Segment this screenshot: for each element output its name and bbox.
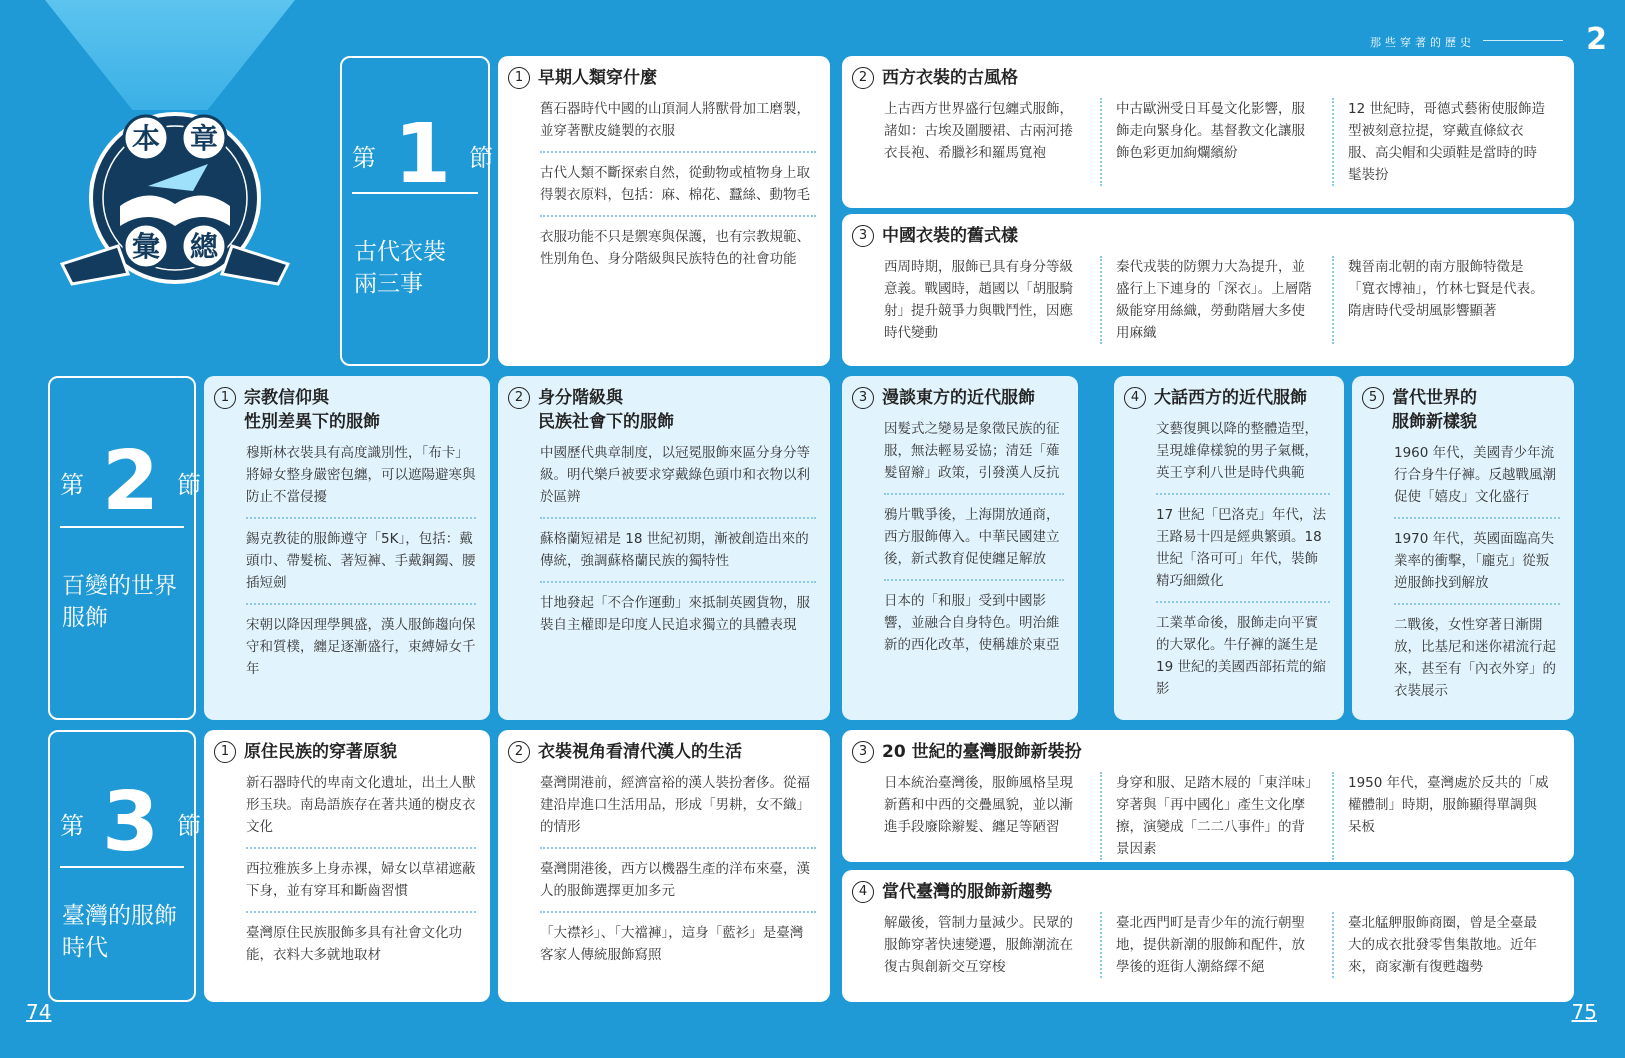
card-number: 1 <box>508 67 530 89</box>
dotted-separator <box>1394 603 1560 605</box>
card-paragraph: 臺灣開港前，經濟富裕的漢人裝扮奢侈。從福建沿岸進口生活用品，形成「男耕，女不織」的情形 <box>540 775 810 835</box>
section-jie: 節 <box>177 470 202 499</box>
dotted-separator <box>1156 601 1330 603</box>
card-paragraph: 臺灣原住民族服飾多具有社會文化功能，衣料大多就地取材 <box>246 925 462 963</box>
s2-card-2 <box>498 376 830 720</box>
card-number: 5 <box>1362 387 1384 409</box>
dotted-separator <box>884 579 1064 581</box>
card-column: 上古西方世界盛行包纏式服飾，諸如：古埃及圍腰裙、古兩河捲衣長袍、希臘衫和羅馬寬袍 <box>884 101 1073 161</box>
card-column: 中古歐洲受日耳曼文化影響，服飾走向緊身化。基督教文化讓服飾色彩更加絢爛繽紛 <box>1100 98 1332 186</box>
emblem-char-3: 彙 <box>131 230 161 263</box>
dotted-separator <box>246 847 476 849</box>
card-paragraph: 鴉片戰爭後，上海開放通商，西方服飾傳入。中華民國建立後，新式教育促使纏足解放 <box>884 507 1060 567</box>
dotted-separator <box>540 151 816 153</box>
section-1-box <box>340 56 494 366</box>
card-columns <box>852 256 1564 344</box>
s1-card-1 <box>498 56 830 366</box>
section-di: 第 <box>352 143 376 172</box>
section-di: 第 <box>60 811 84 840</box>
section-2-box <box>48 376 202 720</box>
dotted-separator <box>540 911 816 913</box>
card-title: 3 中國衣裝的舊式樣 <box>852 224 1564 248</box>
card-paragraph: 舊石器時代中國的山頂洞人將獸骨加工磨製，並穿著獸皮縫製的衣服 <box>540 101 810 139</box>
s2-card-5 <box>1352 376 1574 720</box>
card-paragraph: 「大襟衫」、「大襠褲」，這身「藍衫」是臺灣客家人傳統服飾寫照 <box>540 925 804 963</box>
section-1-title: 古代衣裝 兩三事 <box>354 239 446 297</box>
card-title: 5 當代世界的 服飾新樣貌 <box>1362 386 1564 434</box>
section-3-heading <box>60 775 202 870</box>
card-paragraph: 因髮式之變易是象徵民族的征服，無法輕易妥協；清廷「薙髮留辮」政策，引發漢人反抗 <box>884 421 1060 481</box>
card-paragraph: 文藝復興以降的整體造型，呈現雄偉樣貌的男子氣概，英王亨利八世是時代典範 <box>1156 421 1318 481</box>
section-jie: 節 <box>469 143 494 172</box>
card-column: 臺北艋舺服飾商圈，曾是全臺最大的成衣批發零售集散地。近年來，商家漸有復甦趨勢 <box>1332 912 1564 978</box>
card-paragraph: 二戰後，女性穿著日漸開放，比基尼和迷你裙流行起來，甚至有「內衣外穿」的衣裝展示 <box>1394 617 1556 699</box>
section-di: 第 <box>60 470 84 499</box>
dotted-separator <box>246 911 476 913</box>
card-title: 4 當代臺灣的服飾新趨勢 <box>852 880 1564 904</box>
card-paragraph: 穆斯林衣裝具有高度識別性，「布卡」將婦女整身嚴密包纏，可以遮陽避寒與防止不當侵擾 <box>246 445 476 505</box>
page-number-right: 75 <box>1571 1000 1597 1024</box>
emblem-char-4: 總 <box>189 230 219 263</box>
card-number: 1 <box>214 387 236 409</box>
card-column: 1950 年代，臺灣處於反共的「威權體制」時期，服飾顯得單調與呆板 <box>1332 772 1564 860</box>
dotted-separator <box>540 847 816 849</box>
dotted-separator <box>246 517 476 519</box>
card-paragraph: 甘地發起「不合作運動」來抵制英國貨物，服裝自主權即是印度人民追求獨立的具體表現 <box>540 595 810 633</box>
card-number: 3 <box>852 225 874 247</box>
dotted-separator <box>246 603 476 605</box>
card-paragraph: 衣服功能不只是禦寒與保護，也有宗教規範、性別角色、身分階級與民族特色的社會功能 <box>540 229 810 267</box>
emblem-char-1: 本 <box>131 122 161 155</box>
section-number: 1 <box>394 107 452 202</box>
card-number: 4 <box>1124 387 1146 409</box>
section-number: 2 <box>102 434 160 529</box>
chapter-summary-emblem <box>58 86 292 320</box>
card-column: 日本統治臺灣後，服飾風格呈現新舊和中西的交疊風貌，並以漸進手段廢除辮髮、纏足等陋習 <box>884 775 1073 835</box>
running-header: 那些穿著的歷史 <box>1370 36 1475 49</box>
dotted-separator <box>884 493 1064 495</box>
card-title: 3 20 世紀的臺灣服飾新裝扮 <box>852 740 1564 764</box>
s3-card-1 <box>204 730 490 1002</box>
dotted-separator <box>540 517 816 519</box>
card-columns <box>852 98 1564 186</box>
card-paragraph: 新石器時代的卑南文化遺址，出土人獸形玉玦。南島語族存在著共通的樹皮衣文化 <box>246 775 476 835</box>
section-2-heading <box>60 434 202 529</box>
dotted-separator <box>1394 517 1560 519</box>
card-column: 西周時期，服飾已具有身分等級意義。戰國時，趙國以「胡服騎射」提升競爭力與戰鬥性，因應時代變動 <box>884 259 1073 341</box>
s2-card-1 <box>204 376 490 720</box>
card-title: 2 西方衣裝的古風格 <box>852 66 1564 90</box>
card-number: 2 <box>508 741 530 763</box>
card-title: 1 早期人類穿什麼 <box>508 66 820 90</box>
card-paragraph: 1970 年代，英國面臨高失業率的衝擊，「龐克」從叛逆服飾找到解放 <box>1394 531 1555 591</box>
section-3-title: 臺灣的服飾 時代 <box>62 903 177 961</box>
section-jie: 節 <box>177 811 202 840</box>
card-number: 4 <box>852 881 874 903</box>
card-number: 1 <box>214 741 236 763</box>
card-title: 1 原住民族的穿著原貌 <box>214 740 480 764</box>
card-column: 秦代戎裝的防禦力大為提升，並盛行上下連身的「深衣」。上層階級能穿用絲織，勞動階層大多使用麻織 <box>1100 256 1332 344</box>
section-1-heading <box>352 107 494 202</box>
card-paragraph: 西拉雅族多上身赤裸，婦女以草裙遮蔽下身，並有穿耳和斷齒習慣 <box>246 861 476 899</box>
card-paragraph: 中國歷代典章制度，以冠冕服飾來區分身分等級。明代樂戶被要求穿戴綠色頭巾和衣物以利於區辨 <box>540 445 810 505</box>
s2-card-3 <box>842 376 1078 720</box>
card-number: 2 <box>852 67 874 89</box>
section-number: 3 <box>102 775 160 870</box>
card-number: 3 <box>852 741 874 763</box>
card-title: 4 大話西方的近代服飾 <box>1124 386 1334 410</box>
card-column: 魏晉南北朝的南方服飾特徵是「寬衣博袖」，竹林七賢是代表。隋唐時代受胡風影響顯著 <box>1332 256 1564 344</box>
card-column: 解嚴後，管制力量減少。民眾的服飾穿著快速變遷，服飾潮流在復古與創新交互穿梭 <box>884 915 1073 975</box>
card-number: 3 <box>852 387 874 409</box>
card-columns <box>852 772 1564 860</box>
card-number: 2 <box>508 387 530 409</box>
s1-card-3 <box>842 214 1574 366</box>
s2-card-4 <box>1114 376 1344 720</box>
card-columns <box>852 912 1564 978</box>
card-column: 身穿和服、足踏木屐的「東洋味」穿著與「再中國化」產生文化摩擦，演變成「二二八事件」的背景因素 <box>1100 772 1332 860</box>
card-title: 1 宗教信仰與 性別差異下的服飾 <box>214 386 480 434</box>
s3-card-3 <box>842 730 1574 862</box>
card-paragraph: 錫克教徒的服飾遵守「5K」，包括：戴頭巾、帶髮梳、著短褲、手戴鋼鐲、腰插短劍 <box>246 531 476 591</box>
card-paragraph: 臺灣開港後，西方以機器生產的洋布來臺，漢人的服飾選擇更加多元 <box>540 861 810 899</box>
card-paragraph: 17 世紀「巴洛克」年代，法王路易十四是經典繁頭。18 世紀「洛可可」年代，裝飾精巧細緻化 <box>1156 507 1326 589</box>
card-column: 12 世紀時，哥德式藝術使服飾造型被刻意拉提，穿戴直條紋衣服、高尖帽和尖頭鞋是當時的時髦裝扮 <box>1332 98 1564 186</box>
card-title: 2 衣裝視角看清代漢人的生活 <box>508 740 820 764</box>
card-paragraph: 宋朝以降因理學興盛，漢人服飾趨向保守和質樸，纏足逐漸盛行，束縛婦女千年 <box>246 617 476 677</box>
dotted-separator <box>1156 493 1330 495</box>
card-paragraph: 1960 年代，美國青少年流行合身牛仔褲。反越戰風潮促使「嬉皮」文化盛行 <box>1394 445 1556 505</box>
card-paragraph: 古代人類不斷探索自然，從動物或植物身上取得製衣原料，包括：麻、棉花、蠶絲、動物毛 <box>540 165 810 203</box>
card-paragraph: 日本的「和服」受到中國影響，並融合自身特色。明治維新的西化改革，使稱雄於東亞 <box>884 593 1060 653</box>
dotted-separator <box>540 215 816 217</box>
card-column: 臺北西門町是青少年的流行朝聖地，提供新潮的服飾和配件，放學後的逛街人潮絡繹不絕 <box>1100 912 1332 978</box>
card-paragraph: 蘇格蘭短裙是 18 世紀初期，漸被創造出來的傳統，強調蘇格蘭民族的獨特性 <box>540 531 809 569</box>
header-rule <box>1483 40 1563 41</box>
card-paragraph: 工業革命後，服飾走向平實的大眾化。牛仔褲的誕生是 19 世紀的美國西部拓荒的縮影 <box>1156 615 1326 697</box>
card-title: 2 身分階級與 民族社會下的服飾 <box>508 386 820 434</box>
section-2-title: 百變的世界 服飾 <box>62 573 177 631</box>
section-3-box <box>48 730 202 1002</box>
dotted-separator <box>540 581 816 583</box>
s3-card-2 <box>498 730 830 1002</box>
chapter-number: 2 <box>1586 22 1607 57</box>
s1-card-2 <box>842 56 1574 208</box>
s3-card-4 <box>842 870 1574 1002</box>
emblem-char-2: 章 <box>189 122 219 155</box>
card-title: 3 漫談東方的近代服飾 <box>852 386 1068 410</box>
page-number-left: 74 <box>26 1000 52 1024</box>
